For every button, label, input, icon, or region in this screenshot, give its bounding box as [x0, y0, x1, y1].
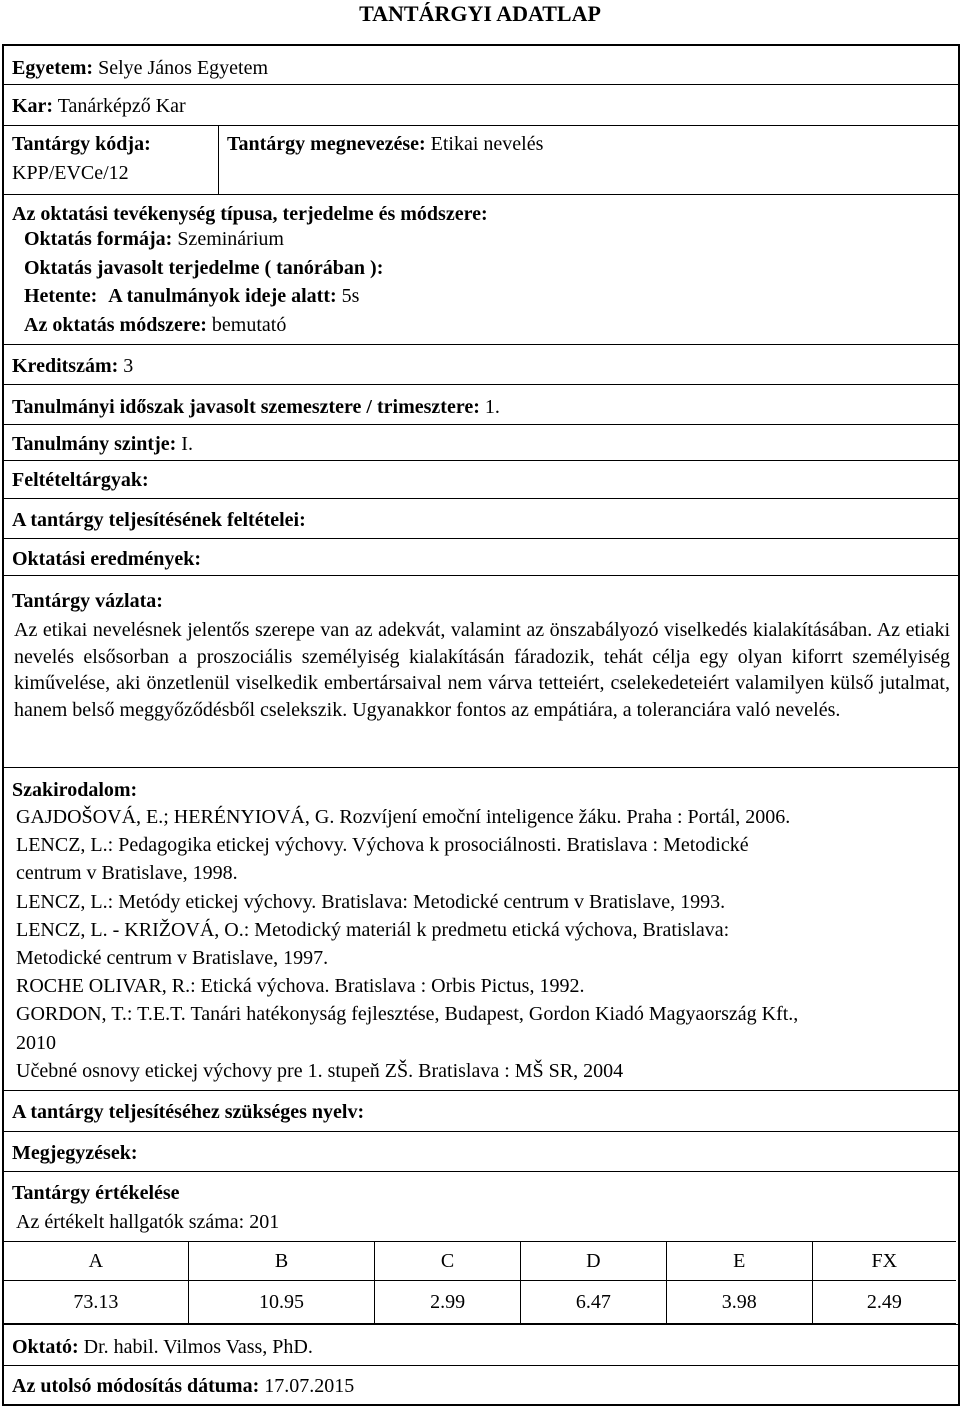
- grade-label: FX: [812, 1242, 956, 1281]
- activity-period-label: A tanulmányok ideje alatt:: [108, 285, 337, 307]
- activity-method-value: bemutató: [211, 313, 287, 336]
- faculty-value: Tanárképző Kar: [57, 95, 186, 117]
- grade-percent: 6.47: [520, 1281, 666, 1324]
- activity-heading: Az oktatási tevékenység típusa, terjedelme és módszere:: [12, 203, 488, 225]
- grade-label: B: [188, 1242, 374, 1281]
- literature-item: LENCZ, L.: Pedagogika etickej výchovy. Výchova k prosociálnosti. Bratislava : Metodické: [16, 834, 749, 857]
- lecturer-label: Oktató:: [12, 1336, 79, 1358]
- lecturer-value: Dr. habil. Vilmos Vass, PhD.: [83, 1336, 313, 1358]
- course-code-cell: [4, 126, 219, 194]
- activity-weekly-label: Hetente:: [24, 285, 98, 307]
- activity-method: [12, 311, 950, 340]
- literature-item: LENCZ, L.: Metódy etickej výchovy. Bratislava: Metodické centrum v Bratislave, 1993.: [16, 890, 726, 913]
- university-row: [4, 46, 958, 85]
- faculty-row: [4, 85, 958, 126]
- semester-value: 1.: [484, 396, 500, 418]
- activity-period: [12, 282, 950, 311]
- last-modified-value: 17.07.2015: [264, 1375, 355, 1397]
- lecturer-row: [4, 1325, 958, 1366]
- evaluation-label: Tantárgy értékelése: [12, 1182, 180, 1204]
- semester-label: Tanulmányi időszak javasolt szemesztere / trimesztere:: [12, 396, 480, 418]
- notes-label: Megjegyzések:: [12, 1142, 138, 1164]
- last-modified-row: [4, 1366, 958, 1404]
- prerequisites-row: [4, 461, 958, 499]
- activity-method-label: Az oktatás módszere:: [24, 313, 207, 336]
- document-title: TANTÁRGYI ADATLAP: [359, 1, 601, 26]
- conditions-row: [4, 499, 958, 539]
- level-value: I.: [181, 433, 193, 455]
- grade-percent-row: [4, 1281, 956, 1324]
- outline-label: Tantárgy vázlata:: [12, 590, 163, 612]
- activity-row: [4, 195, 958, 345]
- literature-item: ROCHE OLIVAR, R.: Etická výchova. Bratislava : Orbis Pictus, 1992.: [16, 975, 585, 998]
- language-label: A tantárgy teljesítéséhez szükséges nyelv:: [12, 1101, 365, 1123]
- university-value: Selye János Egyetem: [98, 57, 269, 79]
- activity-form-label: Oktatás formája:: [24, 228, 173, 250]
- grade-percent: 3.98: [666, 1281, 812, 1324]
- grade-label: E: [666, 1242, 812, 1281]
- course-code-value: KPP/EVCe/12: [12, 162, 129, 184]
- activity-extent-label: Oktatás javasolt terjedelme ( tanórában ):: [24, 256, 384, 279]
- notes-row: [4, 1132, 958, 1172]
- evaluation-row: [4, 1172, 958, 1325]
- grade-percent: 2.99: [375, 1281, 521, 1324]
- literature-item-continuation: centrum v Bratislave, 1998.: [16, 862, 238, 885]
- literature-label: Szakirodalom:: [12, 779, 138, 801]
- level-label: Tanulmány szintje:: [12, 433, 177, 455]
- outline-row: [4, 576, 958, 768]
- activity-period-value: 5s: [341, 285, 360, 307]
- grade-percent: 10.95: [188, 1281, 374, 1324]
- evaluated-students: [12, 1210, 950, 1234]
- grade-percent: 2.49: [812, 1281, 956, 1324]
- grade-label: A: [4, 1242, 188, 1281]
- course-id-row: [4, 126, 958, 195]
- faculty-label: Kar:: [12, 95, 54, 117]
- grade-percent: 73.13: [4, 1281, 188, 1324]
- literature-item: GORDON, T.: T.E.T. Tanári hatékonyság fejlesztése, Budapest, Gordon Kiadó Magyaország Kft.,: [16, 1003, 799, 1026]
- grade-table: [4, 1241, 956, 1324]
- outcomes-row: [4, 539, 958, 576]
- language-row: [4, 1091, 958, 1132]
- course-sheet: [2, 44, 960, 1406]
- literature-item: LENCZ, L. - KRIŽOVÁ, O.: Metodický materiál k predmetu etická výchova, Bratislava:: [16, 918, 730, 941]
- activity-form-value: Szeminárium: [177, 228, 284, 250]
- conditions-label: A tantárgy teljesítésének feltételei:: [12, 509, 306, 531]
- literature-item: GAJDOŠOVÁ, E.; HERÉNYIOVÁ, G. Rozvíjení emoční inteligence žáku. Praha : Portál, 2006.: [16, 806, 791, 828]
- course-name-value: Etikai nevelés: [430, 133, 544, 155]
- evaluated-students-label: Az értékelt hallgatók száma:: [16, 1211, 245, 1233]
- prerequisites-label: Feltételtárgyak:: [12, 469, 149, 491]
- outline-text: Az etikai nevelésnek jelentős szerepe van az adekvát, valamint az önszabályozó viselkedés kialakításában. Az etiaki nevelés elsősorban a proszociális személyiség kialakításán fáradozik, tehát célja egy olyan kiforrt személyiség kiművelése, aki önzetlenül viselkedik embertársaival nem várva tetteiért, cselekedeteiért valamilyen külső jutalmat, hanem belső meggyőződésből cselekszik. Ugyanakkor fontos az empátiára, a toleranciára való nevelés.: [14, 619, 950, 721]
- evaluated-students-value: 201: [249, 1211, 280, 1233]
- grade-label: C: [375, 1242, 521, 1281]
- outcomes-label: Oktatási eredmények:: [12, 548, 202, 570]
- course-code-label: Tantárgy kódja:: [12, 133, 151, 155]
- level-row: [4, 425, 958, 461]
- grade-label: D: [520, 1242, 666, 1281]
- activity-form: [12, 225, 950, 254]
- literature-item-continuation: 2010: [16, 1031, 56, 1054]
- literature-row: [4, 768, 958, 1091]
- last-modified-label: Az utolsó módosítás dátuma:: [12, 1375, 260, 1397]
- university-label: Egyetem:: [12, 57, 94, 79]
- literature-item-continuation: Metodické centrum v Bratislave, 1997.: [16, 947, 329, 970]
- credits-label: Kreditszám:: [12, 355, 119, 377]
- grade-header-row: [4, 1242, 956, 1281]
- course-name-label: Tantárgy megnevezése:: [227, 133, 426, 155]
- literature-list: [12, 803, 950, 1085]
- literature-item: Učebné osnovy etickej výchovy pre 1. stupeň ZŠ. Bratislava : MŠ SR, 2004: [16, 1059, 624, 1082]
- credits-row: [4, 345, 958, 385]
- credits-value: 3: [123, 355, 134, 377]
- course-name-cell: [219, 126, 958, 194]
- semester-row: [4, 385, 958, 425]
